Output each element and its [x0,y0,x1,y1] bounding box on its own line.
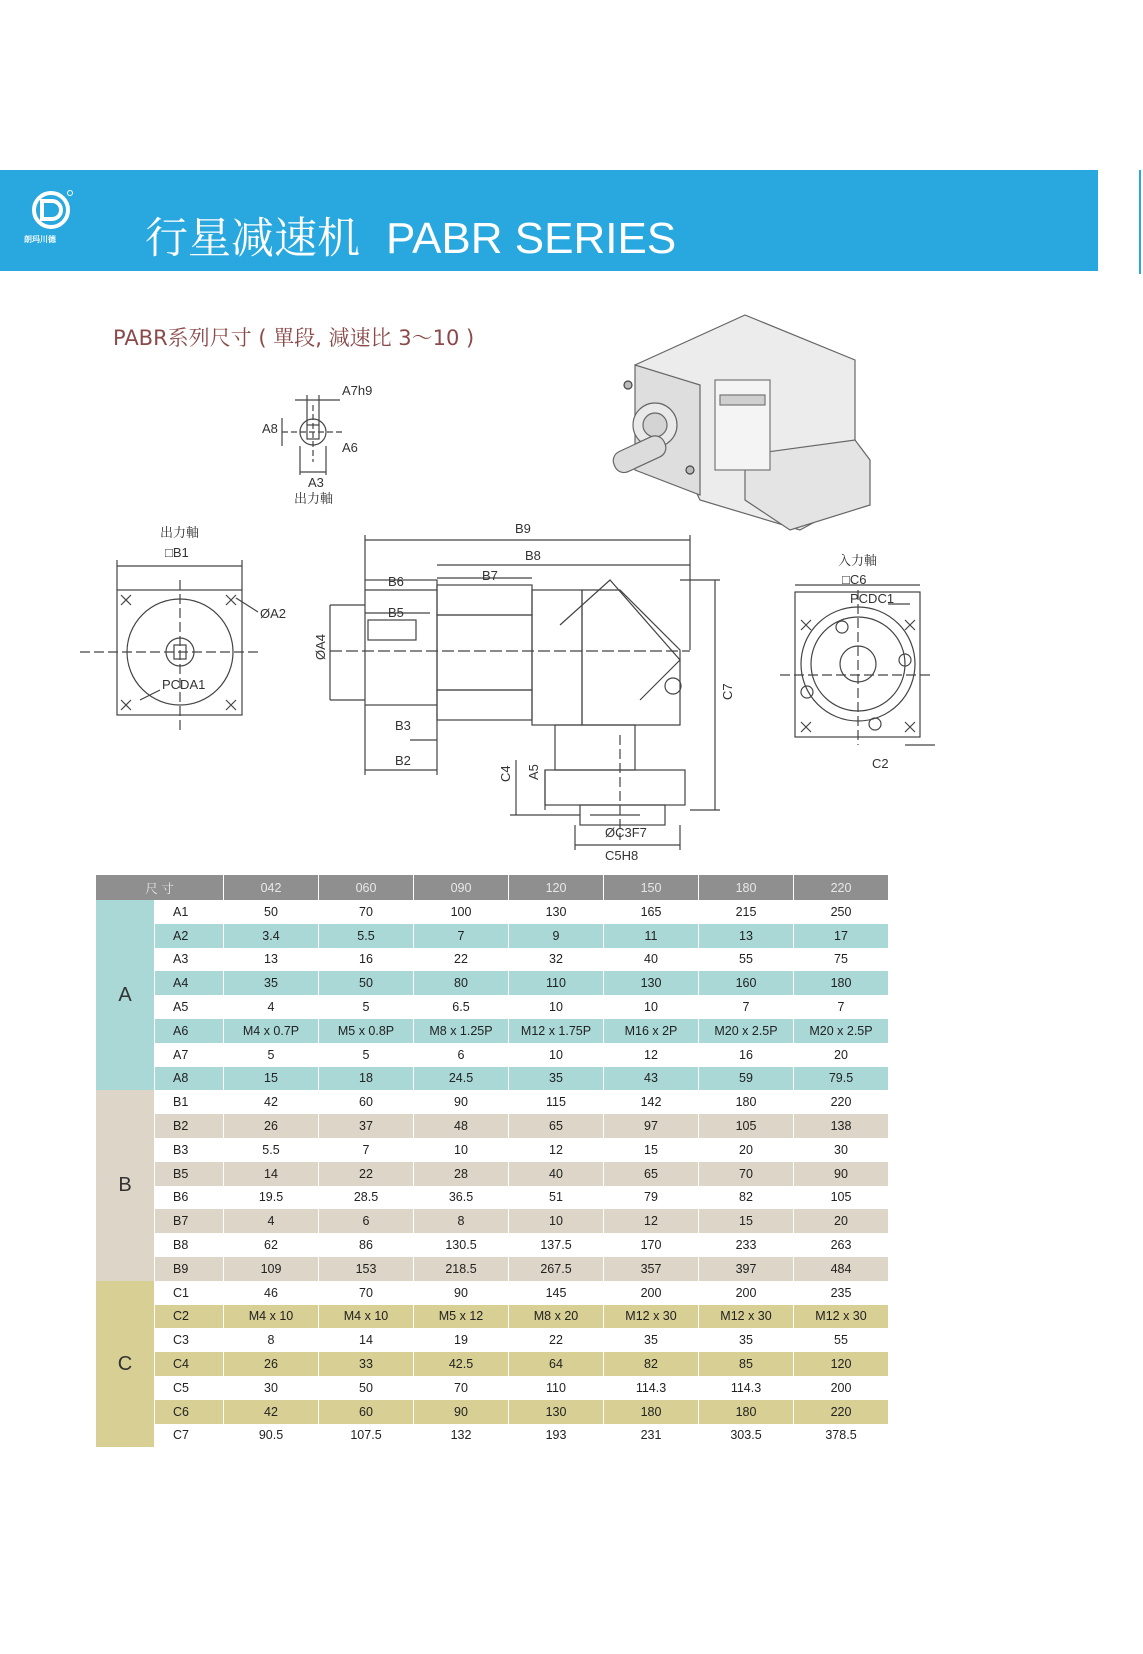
value-cell: 90 [414,1090,509,1114]
value-cell: 90 [794,1162,889,1186]
table-row [96,1019,889,1043]
value-cell: 79.5 [794,1067,889,1091]
value-cell: 40 [604,948,699,972]
label-b3: B3 [395,718,411,733]
value-cell: 79 [604,1186,699,1210]
value-cell: 80 [414,971,509,995]
value-cell: 218.5 [414,1257,509,1281]
value-cell: 35 [604,1328,699,1352]
value-cell: 10 [604,995,699,1019]
value-cell: 110 [509,1376,604,1400]
row-code-cell: C4 [155,1352,224,1376]
table-row [96,924,889,948]
value-cell: 193 [509,1424,604,1448]
table-row [96,948,889,972]
value-cell: 267.5 [509,1257,604,1281]
value-cell: 5 [319,995,414,1019]
table-row [96,1352,889,1376]
value-cell: 18 [319,1067,414,1091]
value-cell: 36.5 [414,1186,509,1210]
shaft-key-detail [262,383,372,506]
col-header-120: 120 [509,875,604,900]
row-code-cell: C7 [155,1424,224,1448]
value-cell: 110 [509,971,604,995]
value-cell: 42 [224,1400,319,1424]
value-cell: 17 [794,924,889,948]
value-cell: 13 [224,948,319,972]
value-cell: 30 [794,1138,889,1162]
row-code-cell: B2 [155,1114,224,1138]
row-code-cell: C3 [155,1328,224,1352]
value-cell: 200 [604,1281,699,1305]
label-shaft-out-small: 出力軸 [294,491,334,506]
logo-text: 朗玛川德 [24,235,56,244]
value-cell: 65 [604,1162,699,1186]
table-corner-cell: 尺 寸 [96,875,224,900]
value-cell: 75 [794,948,889,972]
value-cell: 484 [794,1257,889,1281]
value-cell: 114.3 [604,1376,699,1400]
table-row [96,1376,889,1400]
group-label-a: A [96,900,155,1090]
label-a7h9: A7h9 [342,383,373,398]
value-cell: 62 [224,1233,319,1257]
value-cell: 90 [414,1400,509,1424]
row-code-cell: B8 [155,1233,224,1257]
label-c7: C7 [720,683,735,700]
value-cell: 42.5 [414,1352,509,1376]
label-b6: B6 [388,574,404,589]
value-cell: 5 [224,1043,319,1067]
value-cell: 165 [604,900,699,924]
value-cell: 105 [794,1186,889,1210]
value-cell: 19 [414,1328,509,1352]
value-cell: 64 [509,1352,604,1376]
value-cell: 220 [794,1400,889,1424]
value-cell: 4 [224,995,319,1019]
col-header-042: 042 [224,875,319,900]
table-row [96,1090,889,1114]
value-cell: 33 [319,1352,414,1376]
gearbox-3d-render [610,315,870,530]
value-cell: 5.5 [224,1138,319,1162]
table-header-row [96,875,889,900]
value-cell: 357 [604,1257,699,1281]
value-cell: 14 [319,1328,414,1352]
table-row [96,1328,889,1352]
value-cell: 138 [794,1114,889,1138]
spec-table [96,875,889,1447]
value-cell: 13 [699,924,794,948]
value-cell: 22 [414,948,509,972]
value-cell: 130.5 [414,1233,509,1257]
value-cell: 6 [414,1043,509,1067]
value-cell: 15 [699,1209,794,1233]
value-cell: 90.5 [224,1424,319,1448]
value-cell: 85 [699,1352,794,1376]
value-cell: 48 [414,1114,509,1138]
value-cell: 10 [509,995,604,1019]
value-cell: 180 [699,1090,794,1114]
value-cell: 97 [604,1114,699,1138]
value-cell: 231 [604,1424,699,1448]
row-code-cell: A1 [155,900,224,924]
value-cell: 86 [319,1233,414,1257]
value-cell: 11 [604,924,699,948]
value-cell: 114.3 [699,1376,794,1400]
value-cell: 12 [604,1209,699,1233]
table-row [96,1209,889,1233]
value-cell: 19.5 [224,1186,319,1210]
value-cell: 50 [319,1376,414,1400]
value-cell: 37 [319,1114,414,1138]
value-cell: 43 [604,1067,699,1091]
label-pcda1: PCDA1 [162,677,206,692]
value-cell: 46 [224,1281,319,1305]
table-row [96,1138,889,1162]
label-a5: A5 [526,764,541,780]
value-cell: 70 [699,1162,794,1186]
output-flange-view [80,525,286,730]
row-code-cell: C5 [155,1376,224,1400]
value-cell: 50 [319,971,414,995]
value-cell: 130 [509,900,604,924]
spec-table-body [96,900,889,1447]
value-cell: 55 [794,1328,889,1352]
label-c6: □C6 [842,572,867,587]
value-cell: 115 [509,1090,604,1114]
value-cell: 20 [794,1209,889,1233]
value-cell: 3.4 [224,924,319,948]
value-cell: 220 [794,1090,889,1114]
value-cell: M12 x 30 [699,1305,794,1329]
value-cell: 200 [794,1376,889,1400]
value-cell: 22 [319,1162,414,1186]
row-code-cell: B6 [155,1186,224,1210]
value-cell: 82 [604,1352,699,1376]
value-cell: 7 [414,924,509,948]
row-code-cell: A7 [155,1043,224,1067]
value-cell: M4 x 10 [319,1305,414,1329]
value-cell: 32 [509,948,604,972]
col-header-090: 090 [414,875,509,900]
col-header-180: 180 [699,875,794,900]
table-row [96,1281,889,1305]
value-cell: M5 x 0.8P [319,1019,414,1043]
label-c5h8: C5H8 [605,848,639,863]
value-cell: 5 [319,1043,414,1067]
value-cell: 180 [794,971,889,995]
value-cell: 14 [224,1162,319,1186]
row-code-cell: B1 [155,1090,224,1114]
value-cell: 303.5 [699,1424,794,1448]
row-code-cell: B7 [155,1209,224,1233]
value-cell: 70 [319,1281,414,1305]
value-cell: M8 x 1.25P [414,1019,509,1043]
value-cell: 15 [224,1067,319,1091]
value-cell: M20 x 2.5P [699,1019,794,1043]
value-cell: 397 [699,1257,794,1281]
table-row [96,1305,889,1329]
row-code-cell: A2 [155,924,224,948]
table-row [96,1400,889,1424]
label-a8: A8 [262,421,278,436]
value-cell: 8 [224,1328,319,1352]
row-code-cell: A8 [155,1067,224,1091]
value-cell: 70 [414,1376,509,1400]
value-cell: 109 [224,1257,319,1281]
label-b7: B7 [482,568,498,583]
side-view [313,521,735,863]
label-b5: B5 [388,605,404,620]
table-row [96,1114,889,1138]
value-cell: 263 [794,1233,889,1257]
table-row [96,1067,889,1091]
value-cell: 7 [319,1138,414,1162]
value-cell: 137.5 [509,1233,604,1257]
value-cell: M12 x 1.75P [509,1019,604,1043]
label-b1: □B1 [165,545,189,560]
value-cell: 180 [699,1400,794,1424]
value-cell: 215 [699,900,794,924]
value-cell: 24.5 [414,1067,509,1091]
value-cell: 60 [319,1400,414,1424]
label-b9: B9 [515,521,531,536]
value-cell: 82 [699,1186,794,1210]
table-row [96,971,889,995]
value-cell: 5.5 [319,924,414,948]
label-c3f7: ØC3F7 [605,825,647,840]
value-cell: 7 [794,995,889,1019]
label-a6: A6 [342,440,358,455]
row-code-cell: A6 [155,1019,224,1043]
value-cell: 35 [699,1328,794,1352]
value-cell: 130 [604,971,699,995]
row-code-cell: A3 [155,948,224,972]
table-row [96,1233,889,1257]
value-cell: M8 x 20 [509,1305,604,1329]
label-a3: A3 [308,475,324,490]
title-cn: 行星减速机 [145,214,360,264]
group-label-b: B [96,1090,155,1280]
value-cell: 10 [414,1138,509,1162]
value-cell: 4 [224,1209,319,1233]
table-row [96,1162,889,1186]
value-cell: 100 [414,900,509,924]
label-a4: ØA4 [313,633,328,660]
label-shaft-out: 出力軸 [160,525,200,540]
value-cell: 20 [794,1043,889,1067]
label-b8: B8 [525,548,541,563]
row-code-cell: C2 [155,1305,224,1329]
value-cell: 10 [509,1043,604,1067]
value-cell: 8 [414,1209,509,1233]
value-cell: 7 [699,995,794,1019]
value-cell: 22 [509,1328,604,1352]
value-cell: 30 [224,1376,319,1400]
value-cell: 378.5 [794,1424,889,1448]
value-cell: 233 [699,1233,794,1257]
label-c4: C4 [498,765,513,782]
row-code-cell: A4 [155,971,224,995]
input-flange-view [780,553,935,771]
value-cell: 42 [224,1090,319,1114]
value-cell: 180 [604,1400,699,1424]
value-cell: 235 [794,1281,889,1305]
value-cell: M12 x 30 [604,1305,699,1329]
row-code-cell: C6 [155,1400,224,1424]
value-cell: 200 [699,1281,794,1305]
value-cell: 50 [224,900,319,924]
row-code-cell: B9 [155,1257,224,1281]
value-cell: 51 [509,1186,604,1210]
value-cell: 107.5 [319,1424,414,1448]
label-c2: C2 [872,756,889,771]
value-cell: 145 [509,1281,604,1305]
group-label-c: C [96,1281,155,1448]
value-cell: M4 x 0.7P [224,1019,319,1043]
value-cell: 28 [414,1162,509,1186]
value-cell: 59 [699,1067,794,1091]
value-cell: 28.5 [319,1186,414,1210]
table-row [96,1186,889,1210]
value-cell: 15 [604,1138,699,1162]
value-cell: M4 x 10 [224,1305,319,1329]
table-row [96,1257,889,1281]
table-row [96,995,889,1019]
row-code-cell: B3 [155,1138,224,1162]
table-row [96,900,889,924]
row-code-cell: C1 [155,1281,224,1305]
label-shaft-in: 入力軸 [838,553,878,568]
value-cell: 60 [319,1090,414,1114]
value-cell: 90 [414,1281,509,1305]
section-subtitle: PABR系列尺寸 ( 單段, 減速比 3～10 ) [113,326,475,350]
value-cell: 35 [509,1067,604,1091]
value-cell: 65 [509,1114,604,1138]
label-a2: ØA2 [260,606,287,621]
value-cell: 26 [224,1352,319,1376]
value-cell: 130 [509,1400,604,1424]
value-cell: 132 [414,1424,509,1448]
table-row [96,1043,889,1067]
value-cell: 9 [509,924,604,948]
value-cell: 35 [224,971,319,995]
value-cell: 153 [319,1257,414,1281]
value-cell: 26 [224,1114,319,1138]
row-code-cell: B5 [155,1162,224,1186]
value-cell: 40 [509,1162,604,1186]
value-cell: 12 [604,1043,699,1067]
col-header-220: 220 [794,875,889,900]
label-pcdc1: PCDC1 [850,591,895,606]
value-cell: 250 [794,900,889,924]
label-b2: B2 [395,753,411,768]
value-cell: 6.5 [414,995,509,1019]
table-row [96,1424,889,1448]
value-cell: 160 [699,971,794,995]
value-cell: 20 [699,1138,794,1162]
value-cell: 6 [319,1209,414,1233]
value-cell: 142 [604,1090,699,1114]
value-cell: 10 [509,1209,604,1233]
value-cell: 55 [699,948,794,972]
value-cell: 70 [319,900,414,924]
row-code-cell: A5 [155,995,224,1019]
value-cell: M16 x 2P [604,1019,699,1043]
value-cell: M20 x 2.5P [794,1019,889,1043]
col-header-150: 150 [604,875,699,900]
value-cell: 120 [794,1352,889,1376]
col-header-060: 060 [319,875,414,900]
value-cell: 12 [509,1138,604,1162]
value-cell: 16 [699,1043,794,1067]
value-cell: M12 x 30 [794,1305,889,1329]
value-cell: 16 [319,948,414,972]
title-en: PABR SERIES [386,214,677,263]
value-cell: 170 [604,1233,699,1257]
value-cell: M5 x 12 [414,1305,509,1329]
value-cell: 105 [699,1114,794,1138]
